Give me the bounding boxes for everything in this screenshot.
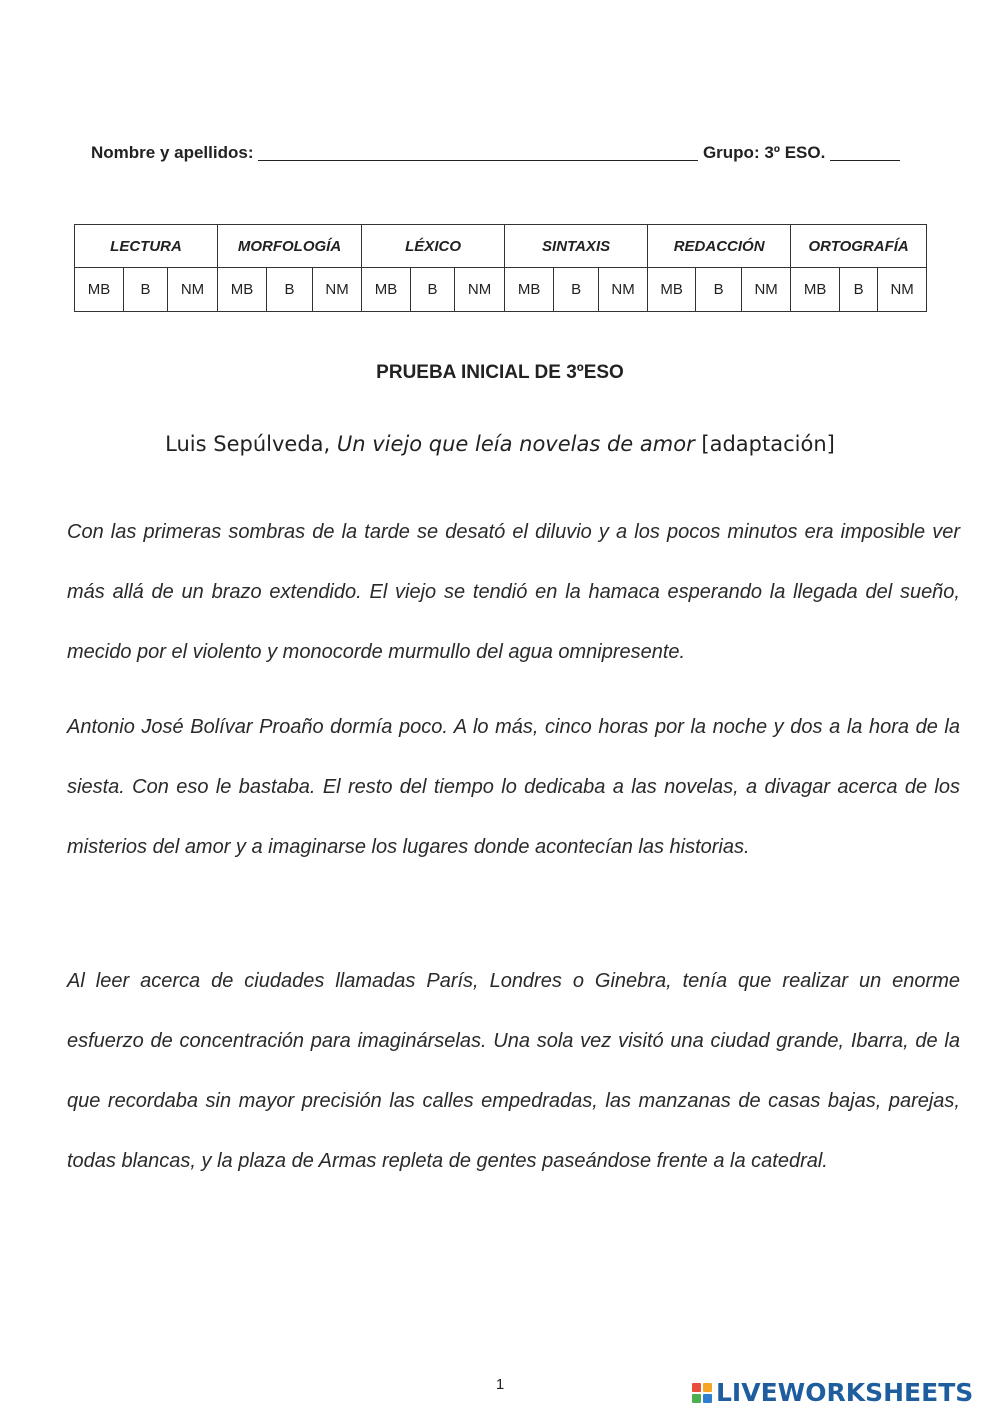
logo-square (703, 1394, 712, 1403)
section-lexico: LÉXICO (362, 225, 505, 268)
section-lectura: LECTURA (75, 225, 218, 268)
grades-levels-row (75, 268, 927, 312)
work-title: Un viejo que leía novelas de amor (336, 432, 695, 456)
level-cell[interactable]: MB (505, 268, 554, 312)
paragraph-3: Al leer acerca de ciudades llamadas París, Londres o Ginebra, tenía que realizar un enorme esfuerzo de concentración para imaginárselas. Una sola vez visitó una ciudad grande, Ibarra, de la que recordaba sin mayor precisión las calles empedradas, las manzanas de casas bajas, parejas, todas blancas, y la plaza de Armas repleta de gentes paseándose frente a la catedral. (67, 970, 960, 1172)
adaptation-note: [adaptación] (701, 432, 835, 456)
name-label: Nombre y apellidos: (91, 143, 254, 162)
section-sintaxis: SINTAXIS (505, 225, 648, 268)
name-blank[interactable] (258, 144, 698, 161)
grades-table (74, 224, 927, 312)
section-redaccion: REDACCIÓN (648, 225, 791, 268)
logo-square (692, 1383, 701, 1392)
group-blank[interactable] (830, 144, 900, 161)
page-title: PRUEBA INICIAL DE 3ºESO (376, 362, 624, 383)
logo-square (703, 1383, 712, 1392)
level-cell[interactable]: B (124, 268, 168, 312)
level-cell[interactable]: NM (168, 268, 218, 312)
section-ortografia: ORTOGRAFÍA (791, 225, 927, 268)
level-cell[interactable]: B (267, 268, 313, 312)
level-cell[interactable]: NM (878, 268, 927, 312)
paragraph-1: Con las primeras sombras de la tarde se desató el diluvio y a los pocos minutos era imposible ver más allá de un brazo extendido. El viejo se tendió en la hamaca esperando la llegada del sueño, mecido por el violento y monocorde murmullo del agua omnipresente. (67, 521, 960, 663)
level-cell[interactable]: MB (75, 268, 124, 312)
level-cell[interactable]: MB (362, 268, 411, 312)
page-number: 1 (495, 1376, 505, 1393)
grades-header-row (75, 225, 927, 268)
level-cell[interactable]: NM (455, 268, 505, 312)
section-morfologia: MORFOLOGÍA (218, 225, 362, 268)
level-cell[interactable]: B (411, 268, 455, 312)
text-source (0, 432, 1000, 456)
logo-icon (692, 1383, 712, 1403)
group-label: Grupo: 3º ESO. (702, 143, 826, 162)
paragraph-2: Antonio José Bolívar Proaño dormía poco. A lo más, cinco horas por la noche y dos a la hora de la siesta. Con eso le bastaba. El resto del tiempo lo dedicaba a las novelas, a divagar acerca de los misterios del amor y a imaginarse los lugares donde acontecían las historias. (67, 716, 960, 858)
level-cell[interactable]: MB (791, 268, 840, 312)
level-cell[interactable]: B (554, 268, 599, 312)
level-cell[interactable]: B (840, 268, 878, 312)
level-cell[interactable]: MB (218, 268, 267, 312)
level-cell[interactable]: NM (742, 268, 791, 312)
level-cell[interactable]: NM (313, 268, 362, 312)
level-cell[interactable]: NM (599, 268, 648, 312)
author: Luis Sepúlveda, (165, 432, 331, 456)
logo-text: LIVEWORKSHEETS (716, 1378, 974, 1407)
logo-square (692, 1394, 701, 1403)
liveworksheets-logo[interactable] (692, 1378, 973, 1407)
student-header (91, 143, 921, 163)
level-cell[interactable]: MB (648, 268, 696, 312)
level-cell[interactable]: B (696, 268, 742, 312)
